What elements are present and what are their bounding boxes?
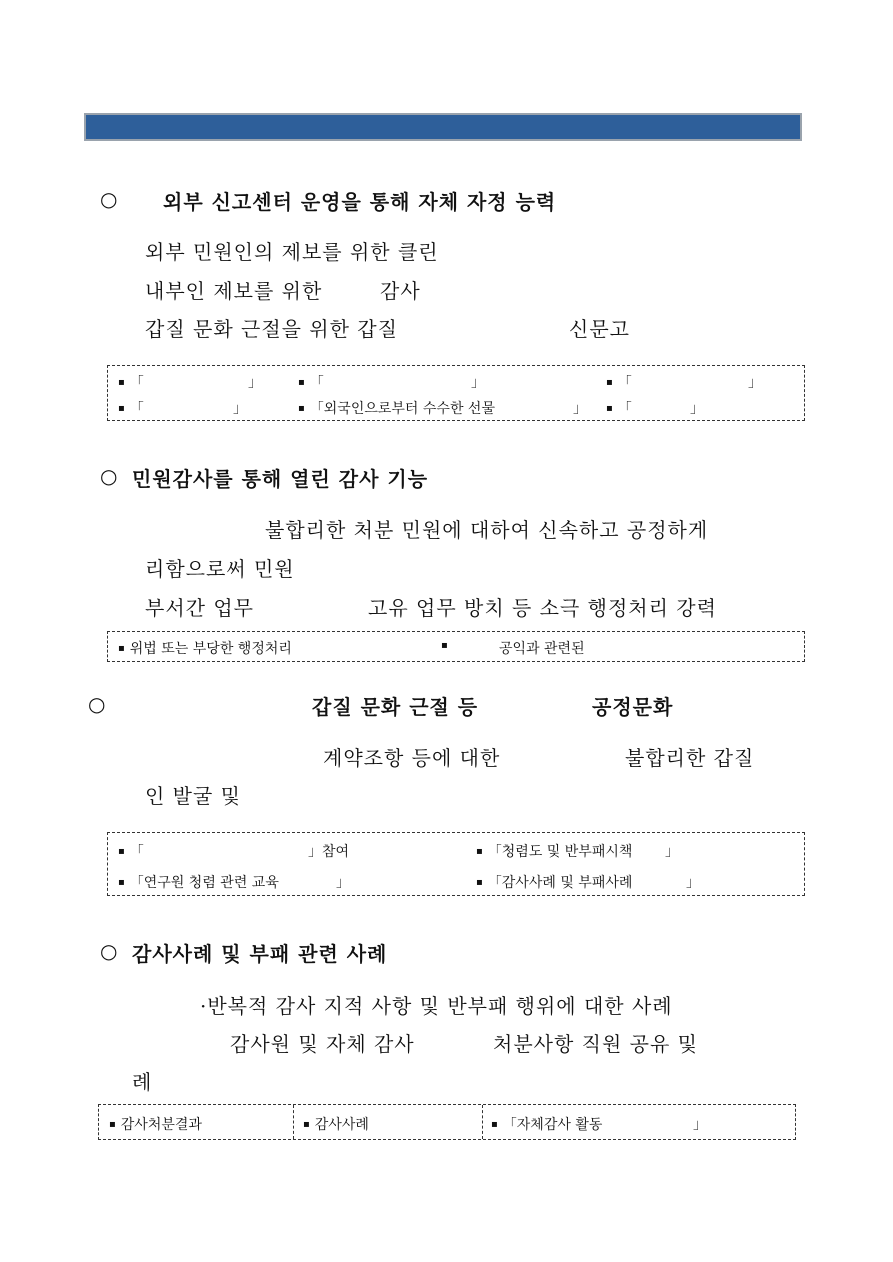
reference-item: ▪ 「외국인으로부터 수수한 선물 xyxy=(298,401,495,417)
table-cell xyxy=(99,1105,294,1139)
reference-item-end: 」참여 xyxy=(308,844,350,860)
reference-item: ▪ 「 xyxy=(118,844,144,860)
reference-item: ▪ 감사처분결과 xyxy=(109,1117,202,1133)
reference-item: ▪ 「감사사례 및 부패사례 xyxy=(476,875,633,891)
section3-line-2: 인 발굴 및 xyxy=(145,784,241,808)
reference-item-end: 」 xyxy=(233,401,247,417)
reference-item-end: 」 xyxy=(748,375,762,391)
section1-line-3: 갑질 문화 근절을 위한 갑질 xyxy=(145,317,398,341)
reference-item: ▪ 「청렴도 및 반부패시책 xyxy=(476,844,633,860)
section2-heading: 민원감사를 통해 열린 감사 기능 xyxy=(132,467,429,491)
reference-item-end: 」 xyxy=(573,401,587,417)
reference-item-end: 」 xyxy=(248,375,262,391)
reference-item: ▪ 「자체감사 활동 xyxy=(491,1117,603,1133)
reference-item: ▪ 「 xyxy=(118,401,144,417)
reference-item: ▪ 「연구원 청렴 관련 교육 xyxy=(118,875,279,891)
section3-line-1b: 불합리한 갑질 xyxy=(625,746,755,770)
reference-item: ▪ 「 xyxy=(298,375,324,391)
section4-line-2b: 처분사항 직원 공유 및 xyxy=(493,1032,698,1056)
section4-line-1: ·반복적 감사 지적 사항 및 반부패 행위에 대한 사례 xyxy=(200,994,673,1018)
reference-item: ▪ 「 xyxy=(606,375,632,391)
reference-item: ▪ 「 xyxy=(118,375,144,391)
reference-item-end: 」 xyxy=(665,844,679,860)
section2-line-3b: 고유 업무 방치 등 소극 행정처리 강력 xyxy=(368,596,717,620)
reference-item: ▪ 위법 또는 부당한 행정처리 xyxy=(118,641,292,657)
section4-reference-table xyxy=(98,1104,796,1140)
reference-item: ▪ 감사사례 xyxy=(303,1117,369,1133)
section3-heading-a: 갑질 문화 근절 등 xyxy=(312,695,479,719)
reference-item: ▪ 「 xyxy=(606,401,632,417)
section1-bullet: ○ xyxy=(100,187,118,211)
table-cell xyxy=(483,1105,795,1139)
section1-heading: 외부 신고센터 운영을 통해 자체 자정 능력 xyxy=(163,190,557,214)
section2-reference-box xyxy=(107,631,805,662)
reference-item-end: 」 xyxy=(471,375,485,391)
section3-line-1: 계약조항 등에 대한 xyxy=(323,746,501,770)
table-cell xyxy=(294,1105,483,1139)
section4-line-3: 례 xyxy=(132,1070,153,1094)
section1-reference-box xyxy=(107,365,805,421)
section2-bullet: ○ xyxy=(100,464,118,488)
section-banner xyxy=(84,113,802,141)
section1-line-3b: 신문고 xyxy=(569,317,630,341)
section4-heading: 감사사례 및 부패 관련 사례 xyxy=(132,942,388,966)
section2-line-2: 리함으로써 민원 xyxy=(145,557,295,581)
section4-line-2: 감사원 및 자체 감사 xyxy=(230,1032,415,1056)
section3-reference-box xyxy=(107,832,805,896)
section1-line-1: 외부 민원인의 제보를 위한 클린 xyxy=(145,240,439,264)
section2-line-1: 불합리한 처분 민원에 대하여 신속하고 공정하게 xyxy=(265,518,709,542)
section1-line-2: 내부인 제보를 위한 xyxy=(145,279,323,303)
reference-item-end: 」 xyxy=(690,401,704,417)
reference-item-text: 공익과 관련된 xyxy=(499,641,585,657)
reference-item-end: 」 xyxy=(686,875,700,891)
section2-line-3: 부서간 업무 xyxy=(145,596,254,620)
reference-item-end: 」 xyxy=(336,875,350,891)
reference-item-end: 」 xyxy=(693,1117,707,1133)
section4-bullet: ○ xyxy=(100,939,118,963)
section3-bullet: ○ xyxy=(88,692,106,716)
reference-item: ▪ xyxy=(441,640,448,651)
section3-heading-b: 공정문화 xyxy=(592,695,674,719)
section1-line-2b: 감사 xyxy=(380,279,421,303)
